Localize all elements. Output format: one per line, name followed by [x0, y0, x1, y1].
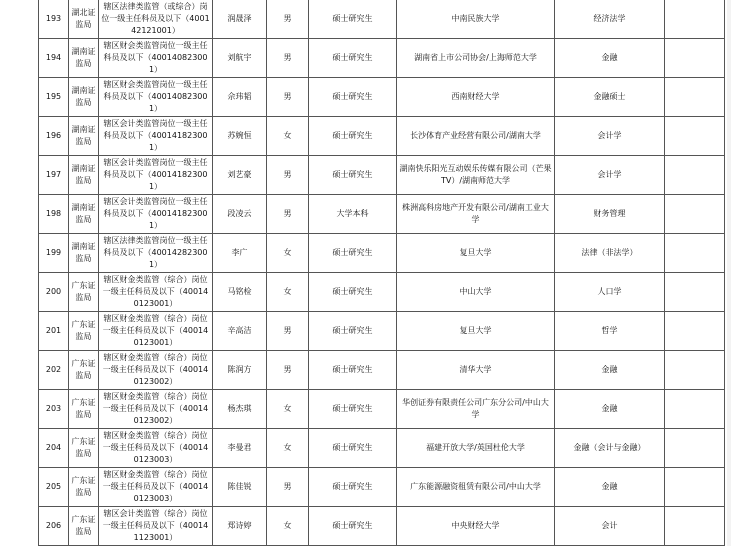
empty-cell [665, 429, 725, 468]
education-cell: 硕士研究生 [309, 39, 397, 78]
school-cell: 复旦大学 [397, 234, 555, 273]
major-cell: 金融 [555, 468, 665, 507]
position-cell: 辖区财金类监管（综合）岗位一级主任科员及以下（400140123003） [99, 429, 213, 468]
office-cell: 湖南证监局 [69, 234, 99, 273]
office-cell: 广东证监局 [69, 273, 99, 312]
education-cell: 硕士研究生 [309, 429, 397, 468]
education-cell: 硕士研究生 [309, 117, 397, 156]
major-cell: 金融 [555, 390, 665, 429]
major-cell: 金融硕士 [555, 78, 665, 117]
education-cell: 硕士研究生 [309, 0, 397, 39]
school-cell: 湖南快乐阳光互动娱乐传媒有限公司（芒果TV）/湖南师范大学 [397, 156, 555, 195]
empty-cell [665, 117, 725, 156]
candidate-table [38, 0, 725, 546]
name-cell: 刘艺豪 [213, 156, 267, 195]
row-number-cell: 198 [39, 195, 69, 234]
empty-cell [665, 468, 725, 507]
table-row [39, 39, 725, 78]
school-cell: 华创证券有限责任公司广东分公司/中山大学 [397, 390, 555, 429]
position-cell: 辖区财金类监管（综合）岗位一级主任科员及以下（400140123002） [99, 390, 213, 429]
name-cell: 苏婉恒 [213, 117, 267, 156]
major-cell: 会计 [555, 507, 665, 546]
gender-cell: 男 [267, 156, 309, 195]
gender-cell: 男 [267, 195, 309, 234]
row-number-cell: 199 [39, 234, 69, 273]
name-cell: 润晟泽 [213, 0, 267, 39]
position-cell: 辖区财会类监管岗位一级主任科员及以下（400140823001） [99, 78, 213, 117]
education-cell: 硕士研究生 [309, 78, 397, 117]
education-cell: 硕士研究生 [309, 156, 397, 195]
office-cell: 广东证监局 [69, 507, 99, 546]
row-number-cell: 196 [39, 117, 69, 156]
school-cell: 中央财经大学 [397, 507, 555, 546]
major-cell: 人口学 [555, 273, 665, 312]
name-cell: 佘玮韬 [213, 78, 267, 117]
table-row [39, 117, 725, 156]
name-cell: 刘航宇 [213, 39, 267, 78]
education-cell: 硕士研究生 [309, 273, 397, 312]
gender-cell: 男 [267, 351, 309, 390]
gender-cell: 女 [267, 117, 309, 156]
office-cell: 湖南证监局 [69, 156, 99, 195]
empty-cell [665, 195, 725, 234]
position-cell: 辖区会计类监管岗位一级主任科员及以下（400141823001） [99, 195, 213, 234]
table-row [39, 429, 725, 468]
name-cell: 郑诗婷 [213, 507, 267, 546]
education-cell: 硕士研究生 [309, 351, 397, 390]
row-number-cell: 206 [39, 507, 69, 546]
education-cell: 硕士研究生 [309, 507, 397, 546]
major-cell: 金融（会计与金融） [555, 429, 665, 468]
row-number-cell: 205 [39, 468, 69, 507]
table-row [39, 195, 725, 234]
name-cell: 陈润方 [213, 351, 267, 390]
empty-cell [665, 312, 725, 351]
name-cell: 辛高洁 [213, 312, 267, 351]
position-cell: 辖区法律类监管岗位一级主任科员及以下（400142823001） [99, 234, 213, 273]
school-cell: 清华大学 [397, 351, 555, 390]
empty-cell [665, 39, 725, 78]
major-cell: 经济法学 [555, 0, 665, 39]
office-cell: 广东证监局 [69, 351, 99, 390]
position-cell: 辖区财金类监管（综合）岗位一级主任科员及以下（400140123001） [99, 312, 213, 351]
empty-cell [665, 507, 725, 546]
gender-cell: 女 [267, 234, 309, 273]
row-number-cell: 202 [39, 351, 69, 390]
office-cell: 湖南证监局 [69, 117, 99, 156]
table-row [39, 234, 725, 273]
gender-cell: 女 [267, 507, 309, 546]
table-row [39, 351, 725, 390]
school-cell: 湖南省上市公司协会/上海师范大学 [397, 39, 555, 78]
school-cell: 复旦大学 [397, 312, 555, 351]
table-row [39, 273, 725, 312]
school-cell: 广东能源融资租赁有限公司/中山大学 [397, 468, 555, 507]
position-cell: 辖区法律类监管（或综合）岗位一级主任科员及以下（400142121001） [99, 0, 213, 39]
office-cell: 湖南证监局 [69, 78, 99, 117]
row-number-cell: 201 [39, 312, 69, 351]
empty-cell [665, 234, 725, 273]
name-cell: 马铭检 [213, 273, 267, 312]
office-cell: 广东证监局 [69, 429, 99, 468]
school-cell: 长沙体育产业经营有限公司/湖南大学 [397, 117, 555, 156]
education-cell: 硕士研究生 [309, 468, 397, 507]
office-cell: 广东证监局 [69, 312, 99, 351]
row-number-cell: 203 [39, 390, 69, 429]
gender-cell: 女 [267, 273, 309, 312]
position-cell: 辖区会计类监管岗位一级主任科员及以下（400141823001） [99, 156, 213, 195]
school-cell: 中南民族大学 [397, 0, 555, 39]
office-cell: 湖南证监局 [69, 39, 99, 78]
gender-cell: 男 [267, 78, 309, 117]
education-cell: 硕士研究生 [309, 312, 397, 351]
name-cell: 李广 [213, 234, 267, 273]
gender-cell: 男 [267, 0, 309, 39]
education-cell: 硕士研究生 [309, 234, 397, 273]
row-number-cell: 193 [39, 0, 69, 39]
position-cell: 辖区会计类监管岗位一级主任科员及以下（400141823001） [99, 117, 213, 156]
position-cell: 辖区财金类监管（综合）岗位一级主任科员及以下（400140123001） [99, 273, 213, 312]
row-number-cell: 197 [39, 156, 69, 195]
name-cell: 陈佳锐 [213, 468, 267, 507]
empty-cell [665, 156, 725, 195]
office-cell: 广东证监局 [69, 468, 99, 507]
table-row [39, 156, 725, 195]
position-cell: 辖区会计类监管（综合）岗位一级主任科员及以下（400141123001） [99, 507, 213, 546]
major-cell: 会计学 [555, 156, 665, 195]
office-cell: 湖南证监局 [69, 195, 99, 234]
table-row [39, 312, 725, 351]
row-number-cell: 195 [39, 78, 69, 117]
school-cell: 株洲高科房地产开发有限公司/湖南工业大学 [397, 195, 555, 234]
education-cell: 大学本科 [309, 195, 397, 234]
name-cell: 李曼君 [213, 429, 267, 468]
major-cell: 法律（非法学） [555, 234, 665, 273]
position-cell: 辖区财会类监管岗位一级主任科员及以下（400140823001） [99, 39, 213, 78]
major-cell: 哲学 [555, 312, 665, 351]
gender-cell: 女 [267, 429, 309, 468]
name-cell: 段凌云 [213, 195, 267, 234]
gender-cell: 男 [267, 312, 309, 351]
empty-cell [665, 0, 725, 39]
table-row [39, 507, 725, 546]
row-number-cell: 204 [39, 429, 69, 468]
position-cell: 辖区财金类监管（综合）岗位一级主任科员及以下（400140123003） [99, 468, 213, 507]
position-cell: 辖区财金类监管（综合）岗位一级主任科员及以下（400140123002） [99, 351, 213, 390]
table-row [39, 468, 725, 507]
major-cell: 财务管理 [555, 195, 665, 234]
empty-cell [665, 273, 725, 312]
school-cell: 福建开放大学/英国杜伦大学 [397, 429, 555, 468]
page-edge [727, 0, 731, 546]
empty-cell [665, 78, 725, 117]
gender-cell: 男 [267, 39, 309, 78]
empty-cell [665, 351, 725, 390]
gender-cell: 女 [267, 390, 309, 429]
education-cell: 硕士研究生 [309, 390, 397, 429]
major-cell: 会计学 [555, 117, 665, 156]
school-cell: 西南财经大学 [397, 78, 555, 117]
gender-cell: 男 [267, 468, 309, 507]
table-row [39, 390, 725, 429]
name-cell: 杨杰琪 [213, 390, 267, 429]
table-row [39, 0, 725, 39]
school-cell: 中山大学 [397, 273, 555, 312]
major-cell: 金融 [555, 351, 665, 390]
office-cell: 湖北证监局 [69, 0, 99, 39]
table-row [39, 78, 725, 117]
office-cell: 广东证监局 [69, 390, 99, 429]
row-number-cell: 194 [39, 39, 69, 78]
major-cell: 金融 [555, 39, 665, 78]
row-number-cell: 200 [39, 273, 69, 312]
empty-cell [665, 390, 725, 429]
